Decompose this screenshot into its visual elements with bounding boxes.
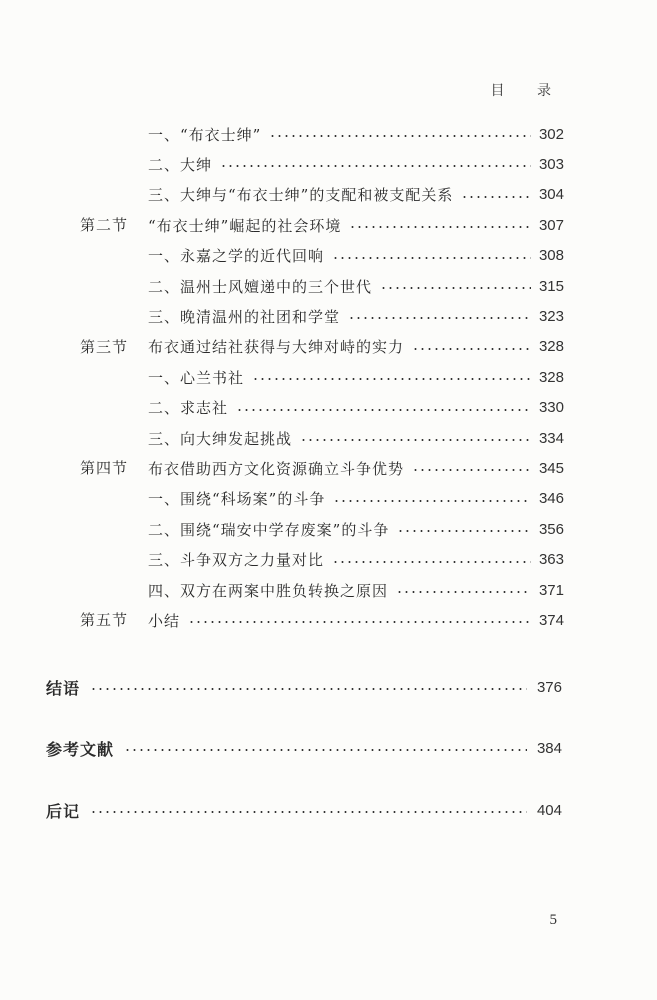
toc-dot-leader <box>348 317 531 319</box>
toc-entry-page: 302 <box>538 125 564 143</box>
toc-entry-title: 三、大绅与“布衣士绅”的支配和被支配关系 <box>148 186 454 205</box>
toc-major-title: 结语 <box>46 678 81 698</box>
page-number-folio: 5 <box>549 912 557 928</box>
toc-entry[interactable] <box>80 210 564 240</box>
toc-entry[interactable] <box>148 149 564 179</box>
toc-entry[interactable] <box>148 484 564 514</box>
toc-dot-leader <box>380 287 531 289</box>
toc-entry[interactable] <box>148 514 564 544</box>
toc-entry-title: “布衣士绅”崛起的社会环境 <box>148 216 342 235</box>
toc-entry-title: 布衣通过结社获得与大绅对峙的实力 <box>148 338 405 357</box>
toc-entry-title: 二、围绕“瑞安中学存废案”的斗争 <box>148 520 390 539</box>
toc-entry-page: 356 <box>538 520 564 538</box>
toc-entry[interactable] <box>148 423 564 453</box>
toc-entry-title: 布衣借助西方文化资源确立斗争优势 <box>148 459 405 478</box>
toc-dot-leader <box>412 348 531 350</box>
toc-dot-leader <box>461 196 531 198</box>
toc-entry[interactable] <box>148 545 564 575</box>
toc-entry-page: 308 <box>538 247 564 265</box>
toc-entry-page: 315 <box>538 277 564 295</box>
toc-dot-leader <box>220 165 531 167</box>
toc-entry-page: 304 <box>538 186 564 204</box>
toc-entry-page: 307 <box>538 216 564 234</box>
toc-entry[interactable] <box>148 271 564 301</box>
toc-section-label: 第五节 <box>80 611 129 630</box>
toc-entry-page: 363 <box>538 551 564 569</box>
toc-entry[interactable] <box>148 575 564 605</box>
toc-dot-leader <box>412 469 531 471</box>
toc-major-entry[interactable] <box>46 733 562 763</box>
toc-entry-title: 四、双方在两案中胜负转换之原因 <box>148 581 389 600</box>
toc-entry-title: 二、温州士风嬗递中的三个世代 <box>148 277 373 296</box>
toc-dot-leader <box>90 688 527 690</box>
toc-entry-page: 323 <box>538 307 564 325</box>
toc-entry-title: 小结 <box>148 611 181 630</box>
toc-entry[interactable] <box>80 332 564 362</box>
toc-major-page: 376 <box>536 678 562 696</box>
toc-entry[interactable] <box>80 453 564 483</box>
toc-entry-page: 346 <box>538 490 564 508</box>
toc-dot-leader <box>349 226 531 228</box>
toc-dot-leader <box>90 811 527 813</box>
toc-entry[interactable] <box>148 119 564 149</box>
toc-dot-leader <box>397 530 531 532</box>
toc-dot-leader <box>300 439 531 441</box>
toc-entry-title: 一、心兰书社 <box>148 368 245 387</box>
toc-entry-page: 345 <box>538 459 564 477</box>
running-header: 目 录 <box>490 83 565 99</box>
toc-entry-page: 303 <box>538 155 564 173</box>
toc-entry-title: 一、“布衣士绅” <box>148 125 262 144</box>
toc-section-label: 第三节 <box>80 337 129 356</box>
toc-major-title: 后记 <box>46 801 81 821</box>
toc-entry-title: 三、向大绅发起挑战 <box>148 429 293 448</box>
toc-entry[interactable] <box>148 241 564 271</box>
toc-entry-title: 三、晚清温州的社团和学堂 <box>148 307 341 326</box>
toc-entry-page: 328 <box>538 368 564 386</box>
toc-dot-leader <box>333 500 531 502</box>
toc-major-entry[interactable] <box>46 672 562 702</box>
toc-entry[interactable] <box>148 180 564 210</box>
toc-entry-page: 334 <box>538 429 564 447</box>
toc-entry-title: 一、围绕“科场案”的斗争 <box>148 490 326 509</box>
toc-entry-page: 328 <box>538 338 564 356</box>
toc-entry[interactable] <box>148 362 564 392</box>
toc-dot-leader <box>188 621 531 623</box>
toc-major-entry[interactable] <box>46 795 562 825</box>
toc-entry[interactable] <box>148 301 564 331</box>
toc-major-page: 404 <box>536 801 562 819</box>
toc-dot-leader <box>332 257 531 259</box>
toc-major-title: 参考文献 <box>46 739 115 759</box>
toc-section-label: 第四节 <box>80 459 129 478</box>
toc-major-page: 384 <box>536 739 562 757</box>
toc-entry-title: 一、永嘉之学的近代回响 <box>148 247 325 266</box>
toc-entry[interactable] <box>148 393 564 423</box>
toc-section-label: 第二节 <box>80 216 129 235</box>
toc-dot-leader <box>332 561 531 563</box>
toc-dot-leader <box>252 378 531 380</box>
toc-entry-title: 二、求志社 <box>148 399 229 418</box>
toc-entry-page: 330 <box>538 399 564 417</box>
toc-entry-page: 374 <box>538 611 564 629</box>
toc-entry[interactable] <box>80 605 564 635</box>
toc-dot-leader <box>124 749 527 751</box>
toc-dot-leader <box>236 409 531 411</box>
toc-dot-leader <box>396 591 531 593</box>
toc-entry-title: 三、斗争双方之力量对比 <box>148 551 325 570</box>
toc-entry-page: 371 <box>538 581 564 599</box>
toc-entry-title: 二、大绅 <box>148 155 213 174</box>
toc-dot-leader <box>269 135 531 137</box>
